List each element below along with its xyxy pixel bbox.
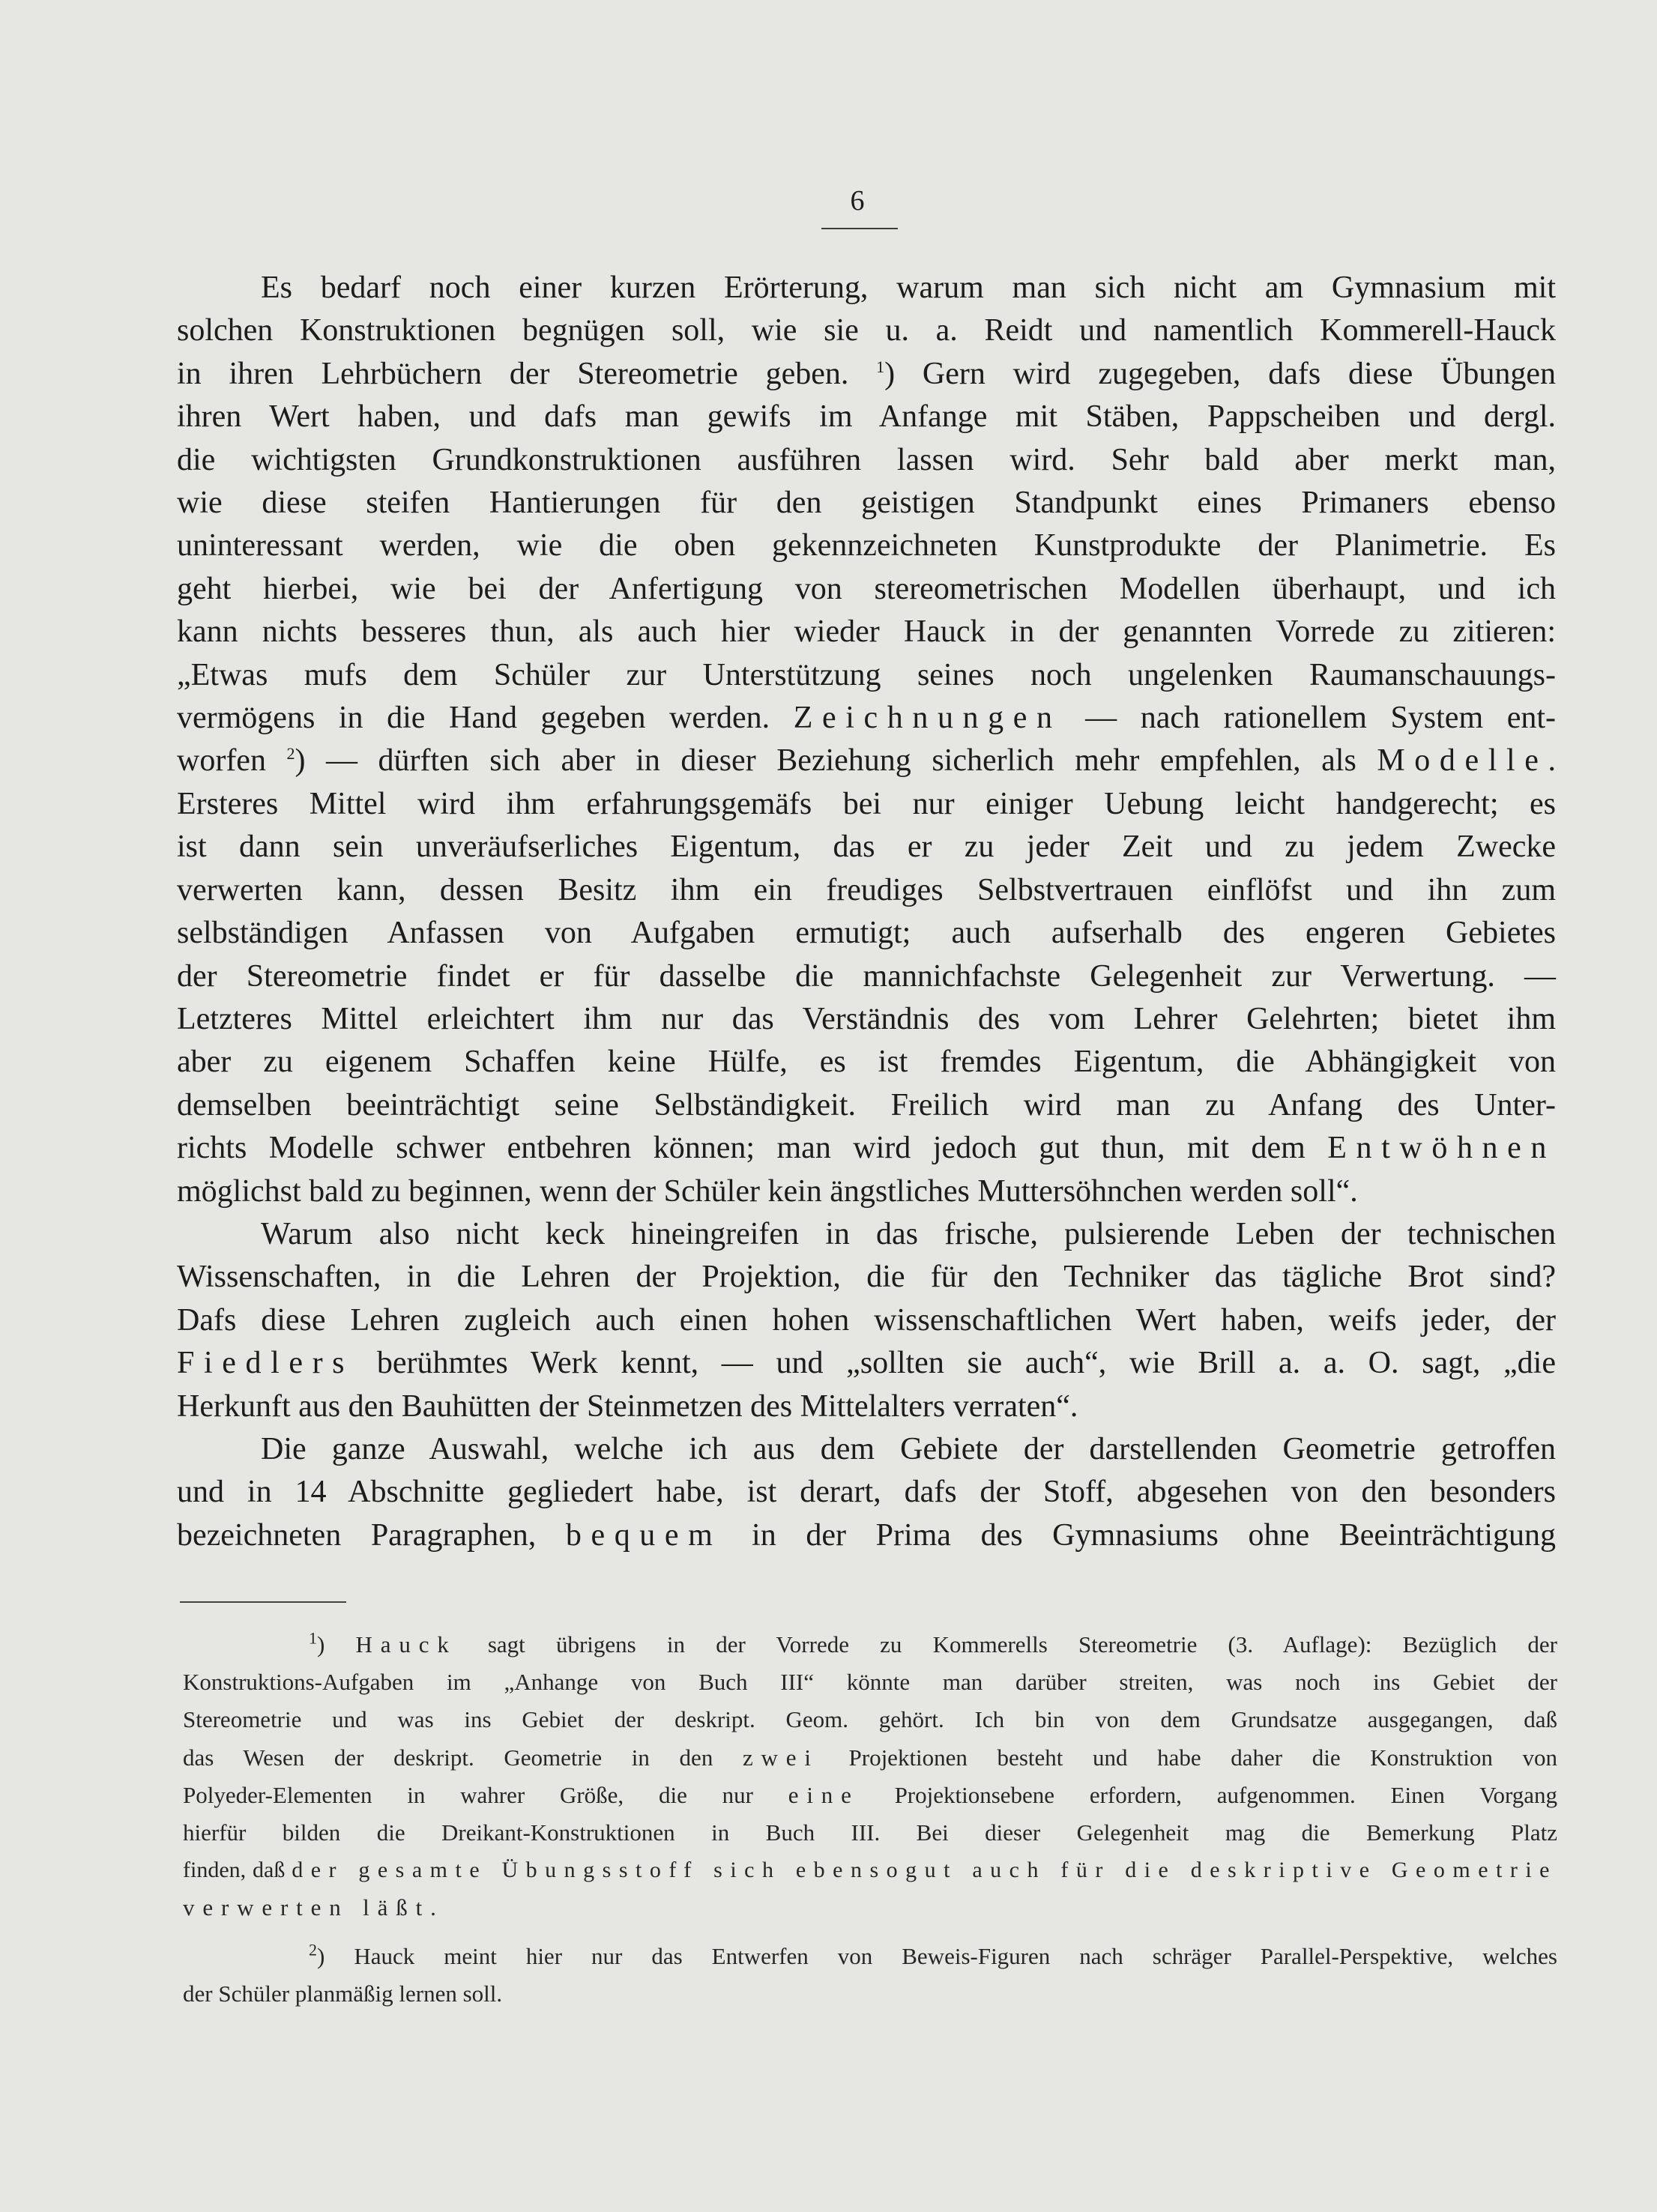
text-run: — nach rationellem System ent-	[1061, 701, 1556, 736]
text-run: vermögens in die Hand gegeben werden.	[177, 701, 794, 736]
text-run: der Schüler planmäßig lernen soll.	[183, 1980, 503, 2007]
text-run: Projektionen besteht und habe daher die Konstruktion von	[818, 1744, 1557, 1771]
text-run: richts Modelle schwer entbehren können; man wird jedoch gut thun, mit dem	[177, 1131, 1328, 1166]
text-line	[177, 1514, 1556, 1557]
text-line	[177, 568, 1556, 611]
text-line	[177, 1428, 1556, 1471]
text-run: das Wesen der deskript. Geometrie in den	[183, 1744, 743, 1771]
text-run: selbständigen Anfassen von Aufgaben ermutigt; auch aufserhalb des engeren Gebietes	[177, 916, 1556, 951]
footnote-line	[183, 1852, 1557, 1889]
text-run: .	[430, 1894, 436, 1921]
text-line	[177, 1127, 1556, 1170]
text-run: Wissenschaften, in die Lehren der Projektion, die für den Techniker das tägliche Brot sind?	[177, 1260, 1556, 1295]
text-run: kann nichts besseres thun, als auch hier wieder Hauck in der genannten Vorrede zu zitieren:	[177, 614, 1556, 650]
text-run: Letzteres Mittel erleichtert ihm nur das Verständnis des vom Lehrer Gelehrten; bietet ihm	[177, 1001, 1556, 1036]
text-run: ) — dürften sich aber in dieser Beziehung sicherlich mehr empfehlen, als	[295, 743, 1377, 779]
text-run: in der Prima des Gymnasiums ohne Beeinträchtigung	[722, 1517, 1556, 1553]
text-line	[177, 1299, 1556, 1342]
text-run: Herkunft aus den Bauhütten der Steinmetzen des Mittelalters verraten“.	[177, 1388, 1078, 1424]
text-run: und in 14 Abschnitte gegliedert habe, ist derart, dafs der Stoff, abgesehen von den besonders	[177, 1475, 1556, 1510]
text-run: sagt übrigens in der Vorrede zu Kommerells Stereometrie (3. Auflage): Bezüglich der	[456, 1631, 1558, 1658]
text-line	[177, 309, 1556, 352]
text-run: Dafs diese Lehren zugleich auch einen hohen wissenschaftlichen Wert haben, weifs jeder, der	[177, 1302, 1556, 1338]
text-line	[177, 1213, 1556, 1256]
text-line	[177, 396, 1556, 438]
footnote-marker: 1	[876, 357, 885, 376]
text-run: Konstruktions-Aufgaben im „Anhange von Buch III“ könnte man darüber streiten, was noch ins Gebiet der	[183, 1669, 1557, 1696]
spaced-emphasis: Zeichnungen	[793, 701, 1062, 736]
text-line	[177, 1385, 1556, 1428]
text-run: aber zu eigenem Schaffen keine Hülfe, es ist fremdes Eigentum, die Abhängigkeit von	[177, 1045, 1556, 1080]
spaced-emphasis: Hauck	[355, 1631, 457, 1658]
text-run: solchen Konstruktionen begnügen soll, wie sie u. a. Reidt und namentlich Kommerell-Hauck	[177, 313, 1556, 348]
footnotes	[183, 1626, 1557, 2013]
text-run: ihren Wert haben, und dafs man gewifs im Anfange mit Stäben, Pappscheiben und dergl.	[177, 399, 1556, 435]
spaced-emphasis: verwerten läßt	[183, 1894, 431, 1921]
footnote-marker: 2	[286, 744, 295, 764]
footnote-line	[183, 1739, 1557, 1777]
spaced-emphasis: bequem	[565, 1517, 722, 1553]
text-line	[177, 869, 1556, 912]
text-run: Stereometrie und was ins Gebiet der deskript. Geom. gehört. Ich bin von dem Grundsatze ausgegangen, daß	[183, 1706, 1557, 1733]
spaced-emphasis: Entwöhnen	[1327, 1131, 1556, 1166]
text-run: möglichst bald zu beginnen, wenn der Schüler kein ängstliches Muttersöhnchen werden soll“.	[177, 1173, 1358, 1209]
footnote-line	[183, 1701, 1557, 1738]
text-line	[177, 1084, 1556, 1127]
spaced-emphasis: eine	[788, 1781, 860, 1808]
spaced-emphasis: Fiedlers	[177, 1346, 354, 1381]
footnote-line	[183, 1889, 1557, 1927]
spaced-emphasis: zwei	[742, 1744, 819, 1771]
text-line	[177, 1342, 1556, 1385]
text-line	[177, 1170, 1556, 1213]
text-line	[177, 740, 1556, 782]
text-run: finden, daß	[183, 1858, 292, 1883]
text-run: ) Hauck meint hier nur das Entwerfen von Beweis-Figuren nach schräger Parallel-Perspektive, welches	[317, 1942, 1557, 1969]
footnote-separator	[180, 1601, 346, 1603]
text-run: ) Gern wird zugegeben, dafs diese Übungen	[884, 356, 1556, 391]
spaced-emphasis: Modelle	[1377, 743, 1548, 779]
text-run: )	[317, 1631, 356, 1658]
text-line	[177, 697, 1556, 740]
text-run: geht hierbei, wie bei der Anfertigung von stereometrischen Modellen überhaupt, und ich	[177, 571, 1556, 606]
footnote-marker: 1	[309, 1628, 317, 1648]
text-line	[177, 912, 1556, 955]
spaced-emphasis: der gesamte Übungsstoff sich ebensogut auch für die deskriptive Geometrie	[292, 1858, 1557, 1883]
text-run: uninteressant werden, wie die oben gekennzeichneten Kunstprodukte der Planimetrie. Es	[177, 528, 1556, 563]
text-line	[177, 1256, 1556, 1299]
text-run: bezeichneten Paragraphen,	[177, 1517, 566, 1553]
text-line	[177, 1471, 1556, 1514]
text-line	[177, 353, 1556, 396]
text-line	[177, 783, 1556, 826]
text-line	[177, 998, 1556, 1041]
text-run: Die ganze Auswahl, welche ich aus dem Gebiete der darstellenden Geometrie getroffen	[261, 1431, 1556, 1466]
text-run: .	[1548, 743, 1557, 779]
text-line	[177, 654, 1556, 697]
page-number-rule	[821, 228, 898, 229]
text-run: ist dann sein unveräufserliches Eigentum, das er zu jeder Zeit und zu jedem Zwecke	[177, 830, 1556, 865]
text-line	[177, 267, 1556, 309]
footnote-line	[183, 1626, 1557, 1663]
footnote-marker: 2	[309, 1940, 317, 1959]
text-run: Ersteres Mittel wird ihm erfahrungsgemäfs bei nur einiger Uebung leicht handgerecht; es	[177, 786, 1556, 821]
text-line	[177, 611, 1556, 653]
text-run: demselben beeinträchtigt seine Selbständigkeit. Freilich wird man zu Anfang des Unter-	[177, 1087, 1556, 1122]
page-number: 6	[850, 185, 865, 217]
text-run: berühmtes Werk kennt, — und „sollten sie auch“, wie Brill a. a. O. sagt, „die	[354, 1346, 1556, 1381]
footnote-line	[183, 1938, 1557, 1975]
text-run: Es bedarf noch einer kurzen Erörterung, warum man sich nicht am Gymnasium mit	[261, 271, 1556, 305]
text-run: wie diese steifen Hantierungen für den geistigen Standpunkt eines Primaners ebenso	[177, 486, 1556, 521]
text-run: in ihren Lehrbüchern der Stereometrie geben.	[177, 356, 877, 391]
text-run: worfen	[177, 743, 287, 779]
text-run: die wichtigsten Grundkonstruktionen ausführen lassen wird. Sehr bald aber merkt man,	[177, 442, 1556, 477]
text-run: hierfür bilden die Dreikant-Konstruktionen in Buch III. Bei dieser Gelegenheit mag die Bemerkung Platz	[183, 1819, 1557, 1846]
text-run: verwerten kann, dessen Besitz ihm ein freudiges Selbstvertrauen einflöfst und ihn zum	[177, 872, 1556, 907]
text-line	[177, 439, 1556, 482]
text-line	[177, 955, 1556, 998]
footnote-line	[183, 1814, 1557, 1852]
text-line	[177, 525, 1556, 567]
footnote-line	[183, 1663, 1557, 1701]
footnote-line	[183, 1975, 1557, 2013]
text-run: Projektionsebene erfordern, aufgenommen. Einen Vorgang	[859, 1781, 1557, 1808]
body-text	[177, 267, 1556, 1557]
footnote-line	[183, 1777, 1557, 1814]
text-line	[177, 826, 1556, 868]
text-run: „Etwas mufs dem Schüler zur Unterstützung seines noch ungelenken Raumanschauungs-	[177, 657, 1556, 692]
text-run: Polyeder-Elementen in wahrer Größe, die nur	[183, 1781, 788, 1808]
text-run: der Stereometrie findet er für dasselbe die mannichfachste Gelegenheit zur Verwertung. —	[177, 958, 1556, 994]
text-line	[177, 1041, 1556, 1084]
text-line	[177, 482, 1556, 525]
text-run: Warum also nicht keck hineingreifen in das frische, pulsierende Leben der technischen	[261, 1216, 1556, 1251]
